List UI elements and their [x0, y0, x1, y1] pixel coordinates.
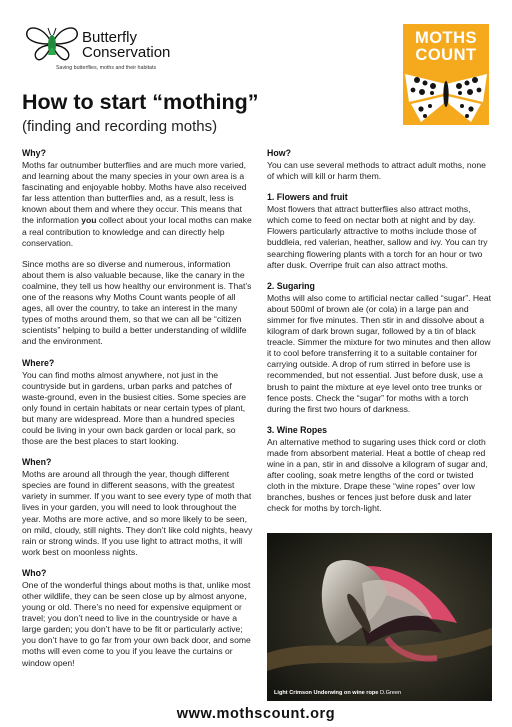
why-paragraph-2: Since moths are so diverse and numerous, information about them is also valuable because, like the canary in the coalmine, they tell us how healthy our environment is. That’s one of the reasons why Moths Count wants people of all ages, all over the country, to take an interest in the many types of moths around them, so that we can all be “citizen scientists” helping to build a better understanding of wildlife and the environment. — [22, 258, 252, 347]
who-text: One of the wonderful things about moths is that, unlike most other wildlife, they can be seen close up by almost anyone, young or old. There’s no need for expensive equipment or travel; you don’t need to live in the countryside or have a large garden; you don’t have to be fit or particularly active; you don’t have to go far from your own back door, and some moths will even come to you if you leave the curtains or window open! — [22, 579, 251, 668]
left-column — [22, 148, 254, 679]
moths-count-badge — [403, 24, 489, 125]
brand-name-line1: Butterfly — [82, 29, 138, 46]
section-why — [22, 148, 254, 348]
section-how — [267, 148, 493, 182]
butterfly-logo-icon — [24, 22, 80, 66]
section-who — [22, 568, 254, 669]
heading-when: When? — [22, 457, 52, 468]
right-column — [267, 148, 493, 524]
footer-url[interactable]: www.mothscount.org — [176, 706, 336, 722]
heading-wine-ropes: 3. Wine Ropes — [267, 424, 328, 435]
moth-photo — [267, 533, 492, 701]
section-sugaring — [267, 281, 493, 415]
page-title: How to start “mothing” — [22, 90, 259, 114]
section-flowers — [267, 192, 493, 271]
heading-where: Where? — [22, 357, 55, 368]
butterfly-conservation-logo — [24, 22, 204, 78]
section-wine-ropes — [267, 425, 493, 515]
how-text: You can use several methods to attract adult moths, none of which will kill or harm them. — [267, 160, 486, 182]
where-text: You can find moths almost anywhere, not just in the countryside but in gardens, urban parks and patches of waste-ground, even in the busiest cities. Some species are only found in certain habitats or near certain types of plant, but many are widespread. More than a hundred species could be living in your own back garden or local park, so those are the best places to start looking. — [22, 369, 247, 447]
moth-icon — [403, 68, 489, 125]
heading-how: How? — [267, 148, 291, 158]
moth-photo-image — [267, 533, 492, 701]
sugaring-text: Moths will also come to artificial nectar called “sugar”. Heat about 500ml of brown ale (or cola) in a large pan and simmer for five minutes. Then stir in and dissolve about a kilogram of dark brown sugar, followed by a tin of black treacle. Simmer the mixture for two minutes and then allow it to cool before transferring it to a suitable container for carrying outside. A drop of rum stirred in before use is recommended, but not essential. Just before dusk, use a brush to paint the mixture at eye level onto tree trunks or fence posts. Check the “sugar” for moths with a torch during the first two hours of darkness. — [267, 292, 491, 414]
flowers-text: Most flowers that attract butterflies also attract moths, which come to feed on nectar both at night and by day. Flowers particularly attractive to moths include those of buddleia, red valerian, heather, sallow and ivy. You can try searching flowering plants with a torch for an hour or two after dusk. Overripe fruit can also attract moths. — [267, 204, 488, 270]
badge-line2: COUNT — [415, 46, 477, 64]
section-when — [22, 457, 254, 558]
heading-why: Why? — [22, 148, 46, 158]
when-text: Moths are around all through the year, though different species are found in different seasons, with the greatest variety in summer. If you want to see every type of moth that lives in your garden, you will need to look throughout the year. Moths are more active, and so more likely to be seen, on mild, cloudy, still nights. They don’t like cold nights, heavy rain or strong winds. If you use light to attract moths, it will work best on moonless nights. — [22, 469, 253, 557]
why-paragraph-1: Moths far outnumber butterflies and are much more varied, and learning about the many species in your own area is a fascinating and enjoyable hobby. Moths have also received far less attention than butterflies and, as a result, less is known about them and where they occur. This means that the information you collect about your local moths can make a real contribution to knowledge and can directly help conservation. — [22, 160, 252, 248]
heading-who: Who? — [22, 567, 47, 578]
photo-caption: Light Crimson Underwing on wine rope D.Green — [274, 690, 402, 696]
wine-ropes-text: An alternative method to sugaring uses thick cord or cloth made from absorbent material. Heat a bottle of cheap red wine in a pan, stir in and dissolve a kilogram of sugar and, after cooling, soak metre lengths of the cord or twisted cloth in the mixture. Drape these “wine ropes” over low branches, bushes or fences just before dusk and later check for moths by torch-light. — [267, 436, 488, 514]
brand-tagline: Saving butterflies, moths and their habitats — [56, 65, 157, 71]
brand-name-line2: Conservation — [82, 44, 171, 61]
section-where — [22, 358, 254, 448]
heading-flowers: 1. Flowers and fruit — [267, 192, 348, 203]
badge-line1: MOTHS — [414, 29, 478, 47]
page-subtitle: (finding and recording moths) — [22, 118, 218, 135]
heading-sugaring: 2. Sugaring — [267, 280, 315, 291]
